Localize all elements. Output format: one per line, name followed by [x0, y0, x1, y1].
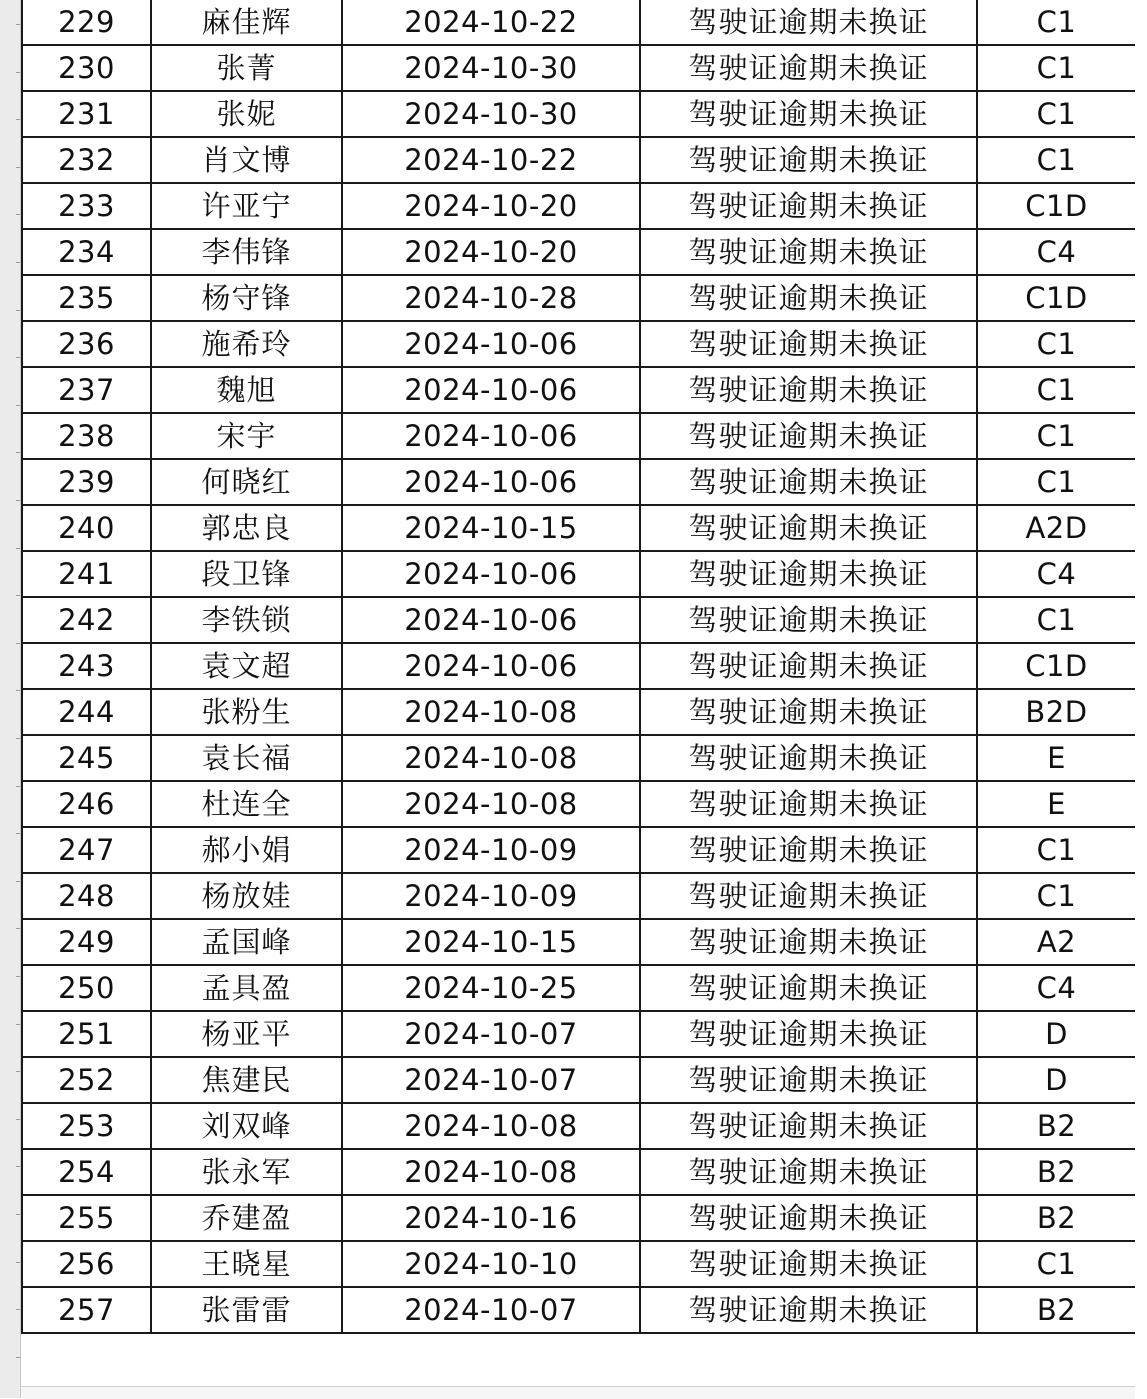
cell-number[interactable]: 253 [22, 1103, 151, 1149]
table-row [22, 0, 1136, 45]
row-header-tick [16, 1071, 20, 1072]
row-header-tick [16, 690, 20, 691]
bottom-margin [21, 1386, 1135, 1399]
spreadsheet-grid [21, 0, 1135, 1334]
cell-name[interactable]: 魏旭 [151, 367, 342, 413]
row-header-tick [16, 738, 20, 739]
row-header-tick [16, 548, 20, 549]
cell-date[interactable]: 2024-10-07 [342, 1287, 640, 1333]
table-row [22, 1241, 1136, 1287]
cell-reason[interactable]: 驾驶证逾期未换证 [640, 1241, 977, 1287]
cell-name[interactable]: 许亚宁 [151, 183, 342, 229]
row-header-tick [16, 976, 20, 977]
cell-name[interactable]: 李铁锁 [151, 597, 342, 643]
cell-license-class[interactable]: B2 [977, 1195, 1136, 1241]
cell-license-class[interactable]: C1 [977, 321, 1136, 367]
table-row [22, 643, 1136, 689]
row-header-tick [16, 1309, 20, 1310]
table-row [22, 183, 1136, 229]
cell-name[interactable]: 刘双峰 [151, 1103, 342, 1149]
cell-reason[interactable]: 驾驶证逾期未换证 [640, 827, 977, 873]
cell-reason[interactable]: 驾驶证逾期未换证 [640, 919, 977, 965]
cell-number[interactable]: 239 [22, 459, 151, 505]
cell-date[interactable]: 2024-10-07 [342, 1011, 640, 1057]
table-row [22, 1057, 1136, 1103]
cell-reason[interactable]: 驾驶证逾期未换证 [640, 229, 977, 275]
cell-number[interactable]: 255 [22, 1195, 151, 1241]
cell-license-class[interactable]: C1D [977, 183, 1136, 229]
cell-reason[interactable]: 驾驶证逾期未换证 [640, 781, 977, 827]
table-row [22, 1011, 1136, 1057]
cell-number[interactable]: 247 [22, 827, 151, 873]
row-header-tick [16, 357, 20, 358]
cell-license-class[interactable]: D [977, 1057, 1136, 1103]
table-row [22, 781, 1136, 827]
table-row [22, 597, 1136, 643]
cell-license-class[interactable]: C1D [977, 643, 1136, 689]
cell-name[interactable]: 孟具盈 [151, 965, 342, 1011]
table-row [22, 413, 1136, 459]
cell-number[interactable]: 248 [22, 873, 151, 919]
cell-date[interactable]: 2024-10-06 [342, 459, 640, 505]
cell-reason[interactable]: 驾驶证逾期未换证 [640, 965, 977, 1011]
cell-license-class[interactable]: C1D [977, 275, 1136, 321]
cell-license-class[interactable]: B2 [977, 1103, 1136, 1149]
cell-name[interactable]: 乔建盈 [151, 1195, 342, 1241]
cell-date[interactable]: 2024-10-09 [342, 827, 640, 873]
cell-number[interactable]: 252 [22, 1057, 151, 1103]
row-header-tick [16, 1024, 20, 1025]
cell-license-class[interactable]: B2 [977, 1149, 1136, 1195]
cell-date[interactable]: 2024-10-20 [342, 229, 640, 275]
cell-number[interactable]: 245 [22, 735, 151, 781]
cell-license-class[interactable]: C1 [977, 0, 1136, 45]
cell-name[interactable]: 杨亚平 [151, 1011, 342, 1057]
cell-reason[interactable]: 驾驶证逾期未换证 [640, 551, 977, 597]
cell-number[interactable]: 242 [22, 597, 151, 643]
cell-license-class[interactable]: C1 [977, 459, 1136, 505]
cell-number[interactable]: 232 [22, 137, 151, 183]
table-row [22, 689, 1136, 735]
cell-number[interactable]: 235 [22, 275, 151, 321]
cell-date[interactable]: 2024-10-15 [342, 505, 640, 551]
table-row [22, 1287, 1136, 1333]
cell-number[interactable]: 246 [22, 781, 151, 827]
cell-date[interactable]: 2024-10-08 [342, 735, 640, 781]
cell-number[interactable]: 236 [22, 321, 151, 367]
table-row [22, 275, 1136, 321]
row-header-tick [16, 214, 20, 215]
cell-number[interactable]: 243 [22, 643, 151, 689]
table-row [22, 321, 1136, 367]
cell-name[interactable]: 焦建民 [151, 1057, 342, 1103]
cell-date[interactable]: 2024-10-30 [342, 45, 640, 91]
cell-license-class[interactable]: A2D [977, 505, 1136, 551]
cell-date[interactable]: 2024-10-06 [342, 643, 640, 689]
cell-name[interactable]: 段卫锋 [151, 551, 342, 597]
row-header-tick [16, 167, 20, 168]
cell-number[interactable]: 240 [22, 505, 151, 551]
cell-license-class[interactable]: C4 [977, 965, 1136, 1011]
cell-reason[interactable]: 驾驶证逾期未换证 [640, 183, 977, 229]
cell-reason[interactable]: 驾驶证逾期未换证 [640, 91, 977, 137]
cell-number[interactable]: 251 [22, 1011, 151, 1057]
cell-name[interactable]: 杜连全 [151, 781, 342, 827]
cell-name[interactable]: 何晓红 [151, 459, 342, 505]
cell-name[interactable]: 肖文博 [151, 137, 342, 183]
table-row [22, 91, 1136, 137]
cell-license-class[interactable]: C1 [977, 827, 1136, 873]
cell-date[interactable]: 2024-10-06 [342, 321, 640, 367]
row-header-tick [16, 119, 20, 120]
cell-license-class[interactable]: C4 [977, 229, 1136, 275]
cell-reason[interactable]: 驾驶证逾期未换证 [640, 413, 977, 459]
row-header-tick [16, 881, 20, 882]
cell-reason[interactable]: 驾驶证逾期未换证 [640, 1057, 977, 1103]
cell-name[interactable]: 王晓星 [151, 1241, 342, 1287]
cell-date[interactable]: 2024-10-22 [342, 0, 640, 45]
table-row [22, 1103, 1136, 1149]
table-row [22, 229, 1136, 275]
cell-reason[interactable]: 驾驶证逾期未换证 [640, 873, 977, 919]
table-row [22, 1149, 1136, 1195]
cell-number[interactable]: 229 [22, 0, 151, 45]
cell-number[interactable]: 256 [22, 1241, 151, 1287]
row-header-tick [16, 1214, 20, 1215]
cell-name[interactable]: 袁文超 [151, 643, 342, 689]
table-row [22, 919, 1136, 965]
cell-reason[interactable]: 驾驶证逾期未换证 [640, 0, 977, 45]
cell-name[interactable]: 郭忠良 [151, 505, 342, 551]
cell-number[interactable]: 257 [22, 1287, 151, 1333]
table-row [22, 1195, 1136, 1241]
cell-reason[interactable]: 驾驶证逾期未换证 [640, 643, 977, 689]
cell-number[interactable]: 231 [22, 91, 151, 137]
cell-date[interactable]: 2024-10-08 [342, 689, 640, 735]
cell-number[interactable]: 233 [22, 183, 151, 229]
cell-date[interactable]: 2024-10-20 [342, 183, 640, 229]
table-row [22, 965, 1136, 1011]
cell-date[interactable]: 2024-10-08 [342, 1103, 640, 1149]
row-header-tick [16, 500, 20, 501]
license-table [21, 0, 1137, 1334]
cell-name[interactable]: 张菁 [151, 45, 342, 91]
row-header-tick [16, 310, 20, 311]
cell-date[interactable]: 2024-10-08 [342, 781, 640, 827]
table-row [22, 137, 1136, 183]
cell-number[interactable]: 234 [22, 229, 151, 275]
row-header-gutter[interactable] [0, 0, 21, 1398]
cell-reason[interactable]: 驾驶证逾期未换证 [640, 1011, 977, 1057]
cell-date[interactable]: 2024-10-15 [342, 919, 640, 965]
cell-date[interactable]: 2024-10-06 [342, 551, 640, 597]
cell-number[interactable]: 250 [22, 965, 151, 1011]
cell-license-class[interactable]: E [977, 735, 1136, 781]
row-header-tick [16, 786, 20, 787]
cell-number[interactable]: 237 [22, 367, 151, 413]
cell-reason[interactable]: 驾驶证逾期未换证 [640, 505, 977, 551]
cell-date[interactable]: 2024-10-25 [342, 965, 640, 1011]
cell-license-class[interactable]: A2 [977, 919, 1136, 965]
row-header-tick [16, 262, 20, 263]
cell-reason[interactable]: 驾驶证逾期未换证 [640, 45, 977, 91]
cell-license-class[interactable]: C1 [977, 91, 1136, 137]
cell-number[interactable]: 254 [22, 1149, 151, 1195]
row-header-tick [16, 1166, 20, 1167]
cell-reason[interactable]: 驾驶证逾期未换证 [640, 321, 977, 367]
cell-name[interactable]: 麻佳辉 [151, 0, 342, 45]
row-header-tick [16, 1119, 20, 1120]
cell-reason[interactable]: 驾驶证逾期未换证 [640, 1287, 977, 1333]
cell-date[interactable]: 2024-10-06 [342, 413, 640, 459]
cell-reason[interactable]: 驾驶证逾期未换证 [640, 1149, 977, 1195]
cell-license-class[interactable]: C4 [977, 551, 1136, 597]
cell-name[interactable]: 郝小娟 [151, 827, 342, 873]
cell-license-class[interactable]: B2D [977, 689, 1136, 735]
table-row [22, 45, 1136, 91]
cell-name[interactable]: 张永军 [151, 1149, 342, 1195]
cell-date[interactable]: 2024-10-08 [342, 1149, 640, 1195]
cell-name[interactable]: 宋宇 [151, 413, 342, 459]
row-header-tick [16, 1262, 20, 1263]
cell-reason[interactable]: 驾驶证逾期未换证 [640, 137, 977, 183]
table-row [22, 827, 1136, 873]
cell-reason[interactable]: 驾驶证逾期未换证 [640, 597, 977, 643]
cell-name[interactable]: 袁长福 [151, 735, 342, 781]
row-header-tick [16, 1357, 20, 1358]
cell-number[interactable]: 241 [22, 551, 151, 597]
cell-license-class[interactable]: B2 [977, 1287, 1136, 1333]
cell-name[interactable]: 张妮 [151, 91, 342, 137]
row-header-tick [16, 595, 20, 596]
row-header-tick [16, 452, 20, 453]
cell-license-class[interactable]: D [977, 1011, 1136, 1057]
cell-date[interactable]: 2024-10-30 [342, 91, 640, 137]
cell-number[interactable]: 244 [22, 689, 151, 735]
cell-name[interactable]: 杨守锋 [151, 275, 342, 321]
row-header-tick [16, 928, 20, 929]
cell-date[interactable]: 2024-10-22 [342, 137, 640, 183]
cell-name[interactable]: 张雷雷 [151, 1287, 342, 1333]
cell-name[interactable]: 张粉生 [151, 689, 342, 735]
cell-date[interactable]: 2024-10-09 [342, 873, 640, 919]
cell-reason[interactable]: 驾驶证逾期未换证 [640, 1103, 977, 1149]
cell-name[interactable]: 施希玲 [151, 321, 342, 367]
cell-license-class[interactable]: C1 [977, 873, 1136, 919]
cell-date[interactable]: 2024-10-06 [342, 367, 640, 413]
cell-name[interactable]: 杨放娃 [151, 873, 342, 919]
cell-license-class[interactable]: C1 [977, 413, 1136, 459]
cell-number[interactable]: 230 [22, 45, 151, 91]
table-row [22, 551, 1136, 597]
cell-number[interactable]: 249 [22, 919, 151, 965]
cell-name[interactable]: 李伟锋 [151, 229, 342, 275]
cell-reason[interactable]: 驾驶证逾期未换证 [640, 1195, 977, 1241]
cell-date[interactable]: 2024-10-10 [342, 1241, 640, 1287]
cell-date[interactable]: 2024-10-07 [342, 1057, 640, 1103]
cell-reason[interactable]: 驾驶证逾期未换证 [640, 689, 977, 735]
cell-number[interactable]: 238 [22, 413, 151, 459]
cell-reason[interactable]: 驾驶证逾期未换证 [640, 735, 977, 781]
cell-date[interactable]: 2024-10-16 [342, 1195, 640, 1241]
row-header-tick [16, 405, 20, 406]
table-row [22, 873, 1136, 919]
table-row [22, 505, 1136, 551]
row-header-tick [16, 24, 20, 25]
cell-license-class[interactable]: E [977, 781, 1136, 827]
cell-license-class[interactable]: C1 [977, 137, 1136, 183]
cell-name[interactable]: 孟国峰 [151, 919, 342, 965]
cell-license-class[interactable]: C1 [977, 367, 1136, 413]
cell-reason[interactable]: 驾驶证逾期未换证 [640, 367, 977, 413]
table-row [22, 735, 1136, 781]
row-header-tick [16, 643, 20, 644]
row-header-tick [16, 833, 20, 834]
cell-reason[interactable]: 驾驶证逾期未换证 [640, 459, 977, 505]
cell-license-class[interactable]: C1 [977, 1241, 1136, 1287]
row-header-tick [16, 72, 20, 73]
cell-date[interactable]: 2024-10-06 [342, 597, 640, 643]
table-row [22, 459, 1136, 505]
cell-reason[interactable]: 驾驶证逾期未换证 [640, 275, 977, 321]
cell-license-class[interactable]: C1 [977, 45, 1136, 91]
table-row [22, 367, 1136, 413]
cell-license-class[interactable]: C1 [977, 597, 1136, 643]
right-margin [1135, 0, 1147, 1398]
cell-date[interactable]: 2024-10-28 [342, 275, 640, 321]
